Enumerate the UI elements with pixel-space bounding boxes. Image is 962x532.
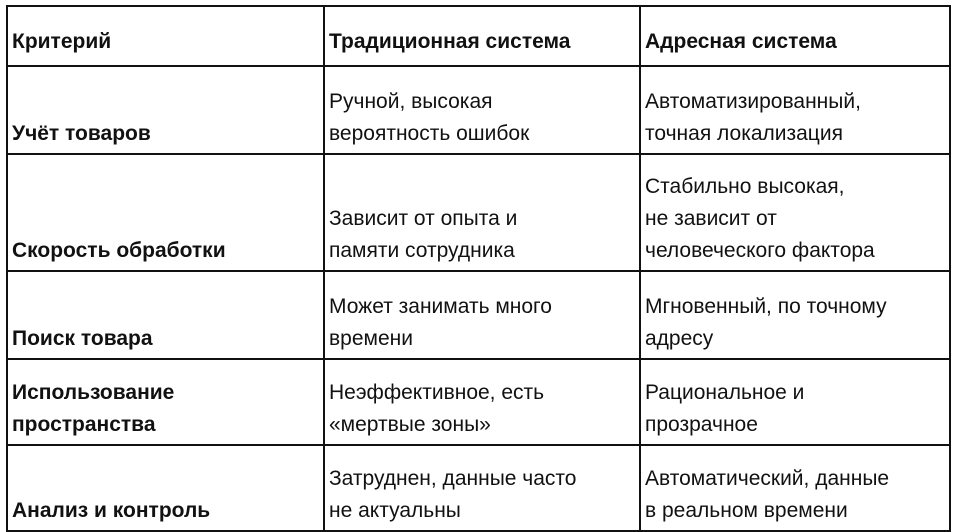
cell-text: не актуальны xyxy=(329,499,461,522)
traditional-cell xyxy=(324,66,640,154)
header-traditional-system: Традиционная система xyxy=(324,6,640,66)
cell-text: Анализ и контроль xyxy=(12,499,211,522)
criterion-cell xyxy=(7,271,324,359)
criterion-cell xyxy=(7,154,324,271)
cell-text: «мертвые зоны» xyxy=(329,413,491,436)
cell-text: Автоматизированный, xyxy=(645,90,861,113)
cell-text: Затруднен, данные часто xyxy=(329,467,577,490)
cell-text: Зависит от опыта и xyxy=(329,207,518,230)
cell-text: Неэффективное, есть xyxy=(329,381,545,404)
cell-text: Стабильно высокая, xyxy=(645,175,845,198)
traditional-cell xyxy=(324,271,640,359)
cell-text: вероятность ошибок xyxy=(329,122,530,145)
comparison-table-wrapper xyxy=(6,5,951,532)
cell-text: Может занимать много xyxy=(329,295,552,318)
table-row xyxy=(7,359,950,445)
cell-text: человеческого фактора xyxy=(645,239,875,262)
criterion-cell xyxy=(7,445,324,531)
comparison-table xyxy=(6,5,951,532)
header-criterion: Критерий xyxy=(7,6,324,66)
address-cell xyxy=(640,271,950,359)
cell-text: Использование xyxy=(12,381,175,404)
table-row xyxy=(7,271,950,359)
header-address-system: Адресная система xyxy=(640,6,950,66)
traditional-cell xyxy=(324,445,640,531)
traditional-cell xyxy=(324,359,640,445)
cell-text: памяти сотрудника xyxy=(329,239,515,262)
cell-text: Мгновенный, по точному xyxy=(645,295,887,318)
cell-text: Поиск товара xyxy=(12,327,153,350)
table-row xyxy=(7,154,950,271)
address-cell xyxy=(640,154,950,271)
table-row xyxy=(7,445,950,531)
cell-text: Рациональное и xyxy=(645,381,805,404)
traditional-cell xyxy=(324,154,640,271)
cell-text: прозрачное xyxy=(645,413,758,436)
cell-text: времени xyxy=(329,327,413,350)
table-row xyxy=(7,66,950,154)
cell-text: точная локализация xyxy=(645,122,843,145)
criterion-cell xyxy=(7,359,324,445)
cell-text: Автоматический, данные xyxy=(645,467,890,490)
cell-text: Ручной, высокая xyxy=(329,90,493,113)
criterion-cell xyxy=(7,66,324,154)
table-header-row xyxy=(7,6,950,66)
address-cell xyxy=(640,66,950,154)
cell-text: в реальном времени xyxy=(645,499,848,522)
cell-text: не зависит от xyxy=(645,207,777,230)
cell-text: Скорость обработки xyxy=(12,239,226,262)
cell-text: адресу xyxy=(645,327,714,350)
cell-text: пространства xyxy=(12,413,156,436)
address-cell xyxy=(640,359,950,445)
cell-text: Учёт товаров xyxy=(12,122,151,145)
address-cell xyxy=(640,445,950,531)
